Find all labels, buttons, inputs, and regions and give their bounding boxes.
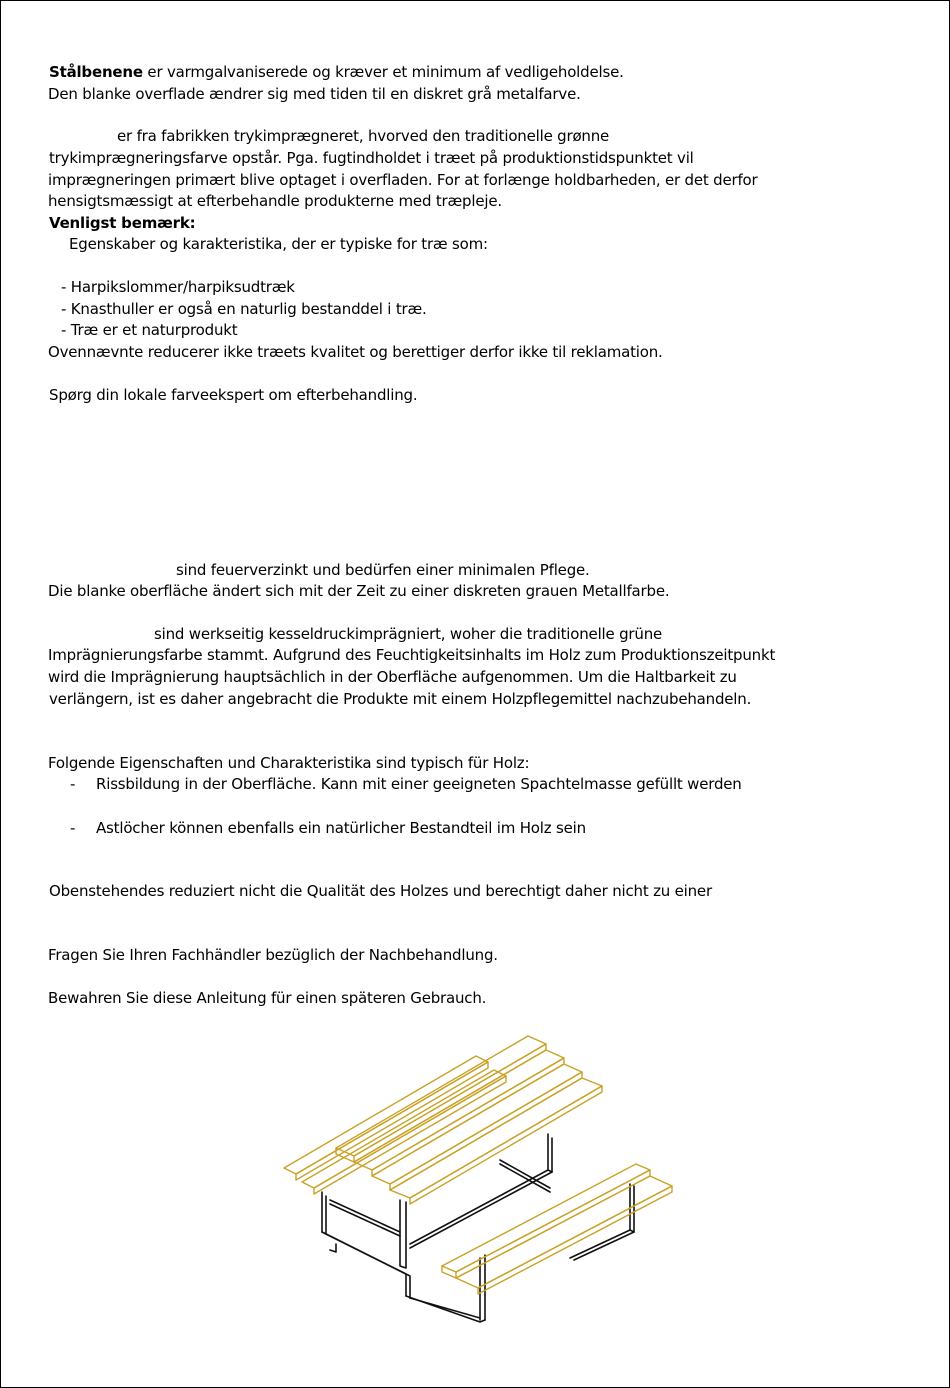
de-bullet-1: Rissbildung in der Oberfläche. Kann mit einer geeigneten Spachtelmasse gefüllt werden (96, 775, 742, 793)
da-p2-line1: er fra fabrikken trykimprægneret, hvorved den traditionelle grønne (117, 127, 610, 145)
da-bullet-1: - Harpikslommer/harpiksudtræk (61, 278, 295, 296)
de-keep-manual: Bewahren Sie diese Anleitung für einen späteren Gebrauch. (48, 989, 487, 1007)
da-ask-expert: Spørg din lokale farveekspert om efterbehandling. (49, 386, 418, 404)
da-conclusion: Ovennævnte reducerer ikke træets kvalitet og berettiger derfor ikke til reklamation. (48, 343, 663, 361)
da-p2-line2: trykimprægneringsfarve opstår. Pga. fugtindholdet i træet på produktionstidspunktet vil (49, 149, 694, 167)
de-p2-line1: sind werkseitig kesseldruckimprägniert, woher die traditionelle grüne (154, 625, 663, 643)
de-p2-line4: verlängern, ist es daher angebracht die Produkte mit einem Holzpflegemittel nachzubehandeln. (49, 690, 752, 708)
de-p1-line2: Die blanke oberfläche ändert sich mit der Zeit zu einer diskreten grauen Metallfarbe. (48, 582, 670, 600)
de-p2-line3: wird die Imprägnierung hauptsächlich in der Oberfläche aufgenommen. Um die Haltbarkeit zu (48, 668, 737, 686)
left-bench-planks (284, 1056, 506, 1194)
da-p2-line3: imprægneringen primært blive optaget i overfladen. For at forlænge holdbarheden, er det derfor (48, 171, 758, 189)
de-p2-line2: Imprägnierungsfarbe stammt. Aufgrund des Feuchtigkeitsinhalts im Holz zum Produktionszeitpunkt (48, 646, 776, 664)
da-p2-line4: hensigtsmæssigt at efterbehandle produkterne med træpleje. (48, 192, 502, 210)
de-properties-intro: Folgende Eigenschaften und Charakteristika sind typisch für Holz: (48, 754, 530, 772)
da-bullet-3: - Træ er et naturprodukt (61, 321, 238, 339)
da-p1-line1 (49, 62, 624, 82)
de-p1-line1: sind feuerverzinkt und bedürfen einer minimalen Pflege. (176, 561, 590, 579)
de-bullet-dash-2: - (70, 819, 76, 837)
de-bullet-dash-1: - (70, 775, 76, 793)
da-p1-rest: er varmgalvaniserede og kræver et minimum af vedligeholdelse. (142, 63, 624, 81)
picnic-table-drawing-icon (280, 1030, 680, 1334)
right-bench-planks (442, 1164, 672, 1294)
table-top-planks (336, 1036, 602, 1204)
da-bullet-2: - Knasthuller er også en naturlig bestanddel i træ. (61, 300, 427, 318)
de-bullet-2: Astlöcher können ebenfalls ein natürlicher Bestandteil im Holz sein (96, 819, 586, 837)
de-ask-dealer: Fragen Sie Ihren Fachhändler bezüglich der Nachbehandlung. (48, 946, 498, 964)
da-note-intro: Egenskaber og karakteristika, der er typiske for træ som: (69, 235, 488, 253)
picnic-table-svg (280, 1030, 680, 1330)
da-p1-line2: Den blanke overflade ændrer sig med tiden til en diskret grå metalfarve. (48, 85, 581, 103)
da-note-heading: Venligst bemærk: (49, 214, 196, 232)
de-conclusion: Obenstehendes reduziert nicht die Qualität des Holzes und berechtigt daher nicht zu einer (49, 882, 712, 900)
da-steel-legs-term: Stålbenene (49, 63, 143, 81)
